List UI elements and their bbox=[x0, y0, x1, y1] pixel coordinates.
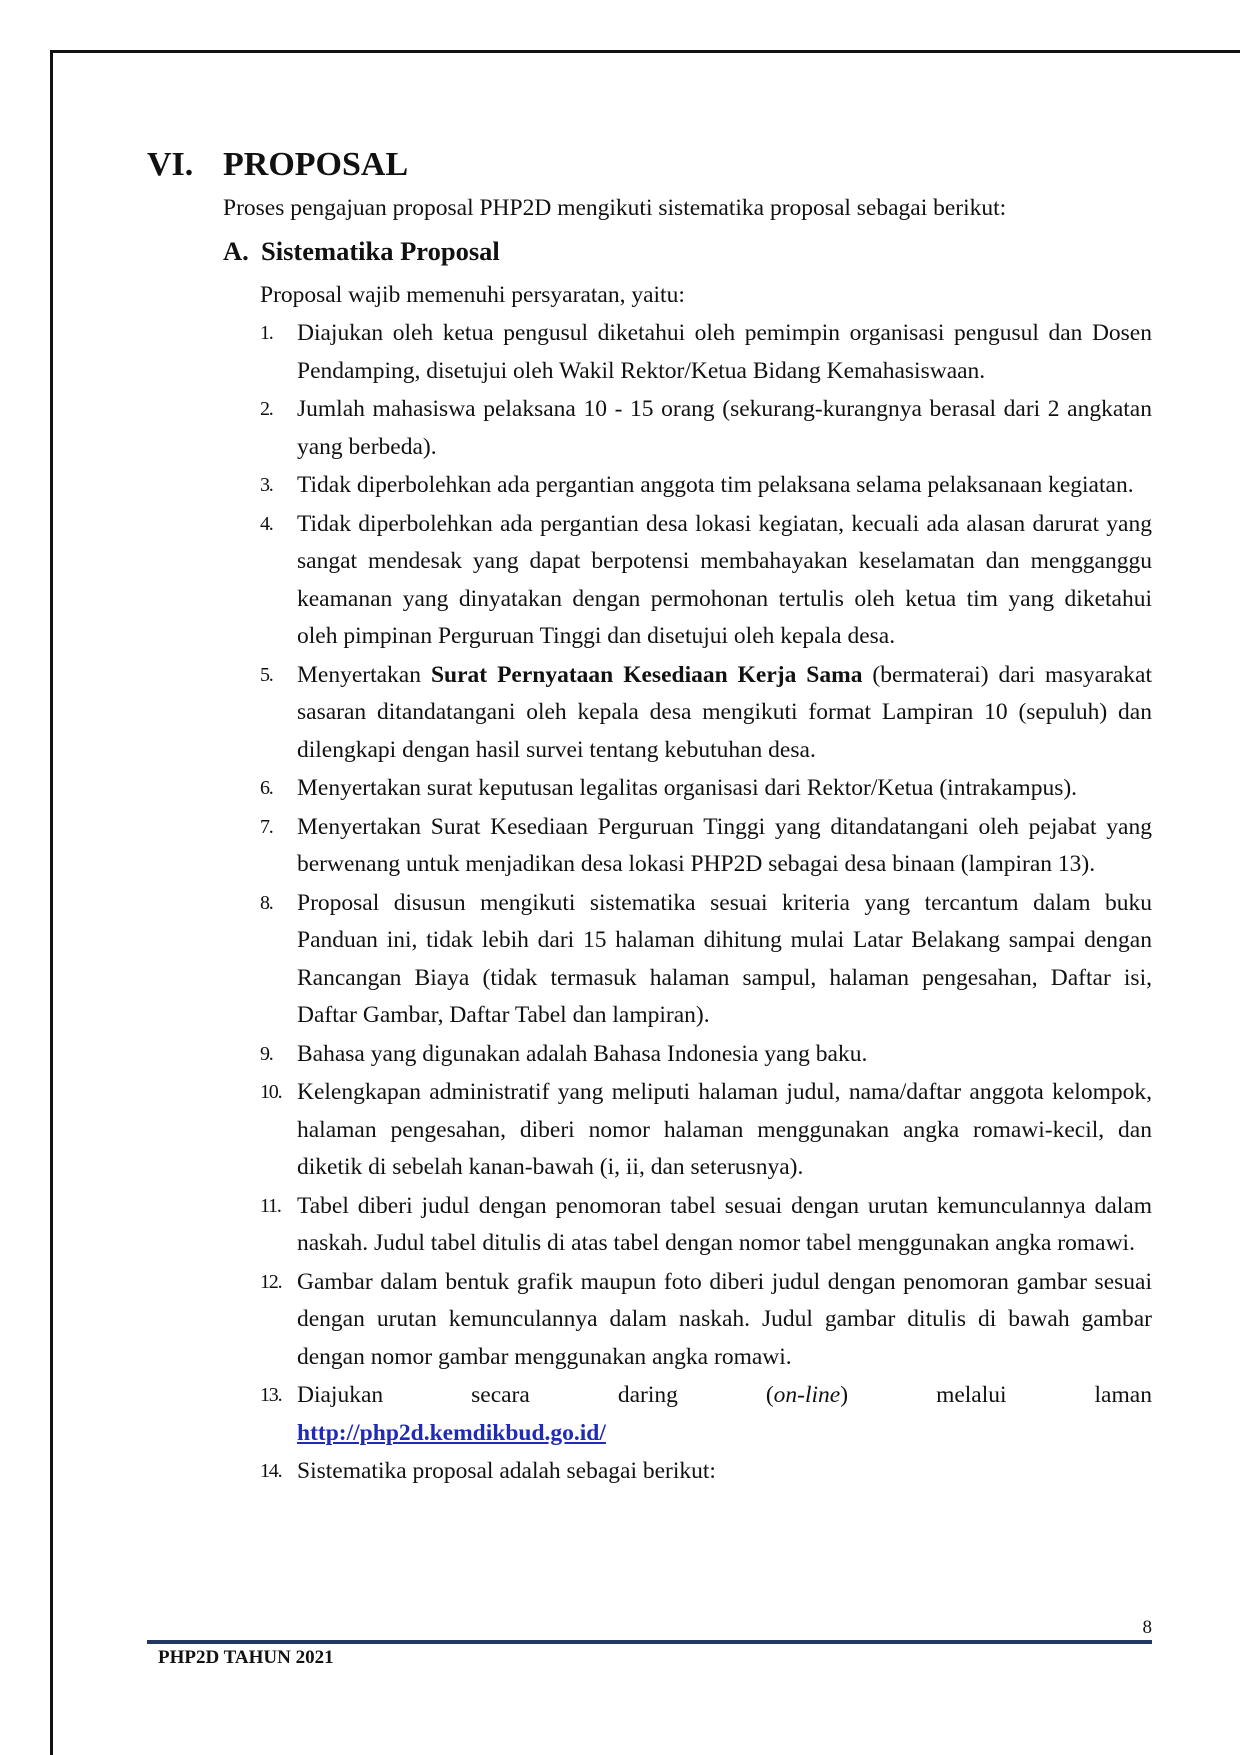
item-number: 3. bbox=[260, 474, 273, 496]
item-number: 10. bbox=[260, 1081, 282, 1103]
list-item bbox=[260, 1377, 1152, 1452]
list-item bbox=[260, 657, 1152, 770]
list-item bbox=[260, 315, 1152, 390]
list-item bbox=[260, 391, 1152, 466]
item-text-before: Menyertakan bbox=[297, 661, 421, 688]
item-text: Jumlah mahasiswa pelaksana 10 - 15 orang (sekurang-kurangnya berasal dari 2 angkatan yang berbeda). bbox=[297, 396, 1152, 460]
item-number: 13. bbox=[260, 1384, 282, 1406]
item-number: 8. bbox=[260, 891, 273, 914]
item-number: 9. bbox=[260, 1042, 273, 1065]
list-item bbox=[260, 809, 1152, 884]
item-word: secara bbox=[471, 1382, 530, 1408]
submission-url-link[interactable]: http://php2d.kemdikbud.go.id/ bbox=[297, 1419, 606, 1446]
item-number: 7. bbox=[260, 815, 273, 838]
item-word: laman bbox=[1094, 1382, 1152, 1408]
item-text: Gambar dalam bentuk grafik maupun foto diberi judul dengan penomoran gambar sesuai dengan urutan kemunculannya dalam naskah. Judul gambar ditulis di bawah gambar dengan nomor gambar menggunakan angka romawi. bbox=[297, 1268, 1152, 1370]
item-word-italic: on-line bbox=[773, 1382, 841, 1408]
list-item bbox=[260, 1074, 1152, 1187]
footer-rule bbox=[147, 1640, 1152, 1644]
item-text: Tidak diperbolehkan ada pergantian desa lokasi kegiatan, kecuali ada alasan darurat yang sangat mendesak yang dapat berpotensi membahayakan keselamatan dan mengganggu keamanan yang dinyatakan dengan permohonan tertulis oleh ketua tim yang diketahui oleh pimpinan Perguruan Tinggi dan disetujui oleh kepala desa. bbox=[297, 510, 1152, 649]
item-number: 1. bbox=[260, 322, 273, 344]
item-number: 14. bbox=[260, 1460, 282, 1482]
item-number: 5. bbox=[260, 663, 273, 686]
item-word: daring bbox=[617, 1382, 678, 1408]
item-text: Bahasa yang digunakan adalah Bahasa Indonesia yang baku. bbox=[297, 1040, 868, 1067]
item-text: Menyertakan surat keputusan legalitas organisasi dari Rektor/Ketua (intrakampus). bbox=[297, 775, 1078, 801]
item-word: Diajukan bbox=[297, 1382, 384, 1408]
item-text-after: (bermaterai) dari masyarakat sasaran ditandatangani oleh kepala desa mengikuti format Lampiran 10 (sepuluh) dan dilengkapi dengan hasil survei tentang kebutuhan desa. bbox=[297, 661, 1152, 763]
list-item bbox=[260, 770, 1152, 808]
item-number: 4. bbox=[260, 512, 273, 535]
subsection-title: Sistematika Proposal bbox=[261, 236, 500, 266]
list-item bbox=[260, 1453, 1152, 1491]
section-heading bbox=[147, 146, 408, 184]
item-text: Kelengkapan administratif yang meliputi halaman judul, nama/daftar anggota kelompok, halaman pengesahan, diberi nomor halaman menggunakan angka romawi-kecil, dan diketik di sebelah kanan-bawah (i, ii, dan seterusnya). bbox=[297, 1079, 1152, 1180]
page-border-top bbox=[50, 50, 1240, 53]
item-text: Sistematika proposal adalah sebagai berikut: bbox=[297, 1458, 716, 1484]
section-title: PROPOSAL bbox=[223, 146, 409, 183]
subsection-heading bbox=[223, 236, 500, 267]
footer-label: PHP2D TAHUN 2021 bbox=[158, 1647, 334, 1668]
page-border-left bbox=[50, 50, 53, 1755]
item-word: ( bbox=[765, 1382, 774, 1408]
lead-sentence: Proposal wajib memenuhi persyaratan, yaitu: bbox=[260, 282, 685, 308]
item-number: 6. bbox=[260, 777, 273, 799]
list-item bbox=[260, 1264, 1152, 1377]
item-text: Tidak diperbolehkan ada pergantian anggota tim pelaksana selama pelaksanaan kegiatan. bbox=[297, 472, 1134, 498]
list-item bbox=[260, 885, 1152, 1035]
list-item bbox=[260, 1036, 1152, 1074]
item-word: melalui bbox=[936, 1382, 1007, 1408]
item-text: Tabel diberi judul dengan penomoran tabel sesuai dengan urutan kemunculannya dalam naskah. Judul tabel ditulis di atas tabel dengan nomor tabel menggunakan angka romawi. bbox=[297, 1192, 1152, 1256]
item-text: Diajukan oleh ketua pengusul diketahui oleh pemimpin organisasi pengusul dan Dosen Pendamping, disetujui oleh Wakil Rektor/Ketua Bidang Kemahasiswaan. bbox=[297, 320, 1152, 384]
item-text: Proposal disusun mengikuti sistematika sesuai kriteria yang tercantum dalam buku Panduan ini, tidak lebih dari 15 halaman dihitung mulai Latar Belakang sampai dengan Rancangan Biaya (tidak termasuk halaman sampul, halaman pengesahan, Daftar isi, Daftar Gambar, Daftar Tabel dan lampiran). bbox=[297, 889, 1152, 1028]
item-word-group bbox=[766, 1377, 848, 1415]
requirements-list bbox=[260, 315, 1152, 1492]
item-number: 11. bbox=[260, 1194, 281, 1217]
item-word: ) bbox=[840, 1382, 849, 1408]
subsection-letter: A. bbox=[223, 236, 249, 266]
list-item bbox=[260, 506, 1152, 656]
item-bold-document-name: Surat Pernyataan Kesediaan Kerja Sama bbox=[430, 661, 863, 688]
section-number: VI. bbox=[147, 146, 194, 183]
item-spread-line bbox=[297, 1377, 1152, 1415]
item-number: 12. bbox=[260, 1270, 282, 1293]
intro-paragraph: Proses pengajuan proposal PHP2D mengikuti sistematika proposal sebagai berikut: bbox=[223, 195, 1007, 221]
item-text: Menyertakan Surat Kesediaan Perguruan Tinggi yang ditandatangani oleh pejabat yang berwenang untuk menjadikan desa lokasi PHP2D sebagai desa binaan (lampiran 13). bbox=[297, 813, 1152, 877]
list-item bbox=[260, 467, 1152, 505]
page-number: 8 bbox=[1142, 1617, 1152, 1638]
list-item bbox=[260, 1188, 1152, 1263]
item-number: 2. bbox=[260, 398, 273, 420]
